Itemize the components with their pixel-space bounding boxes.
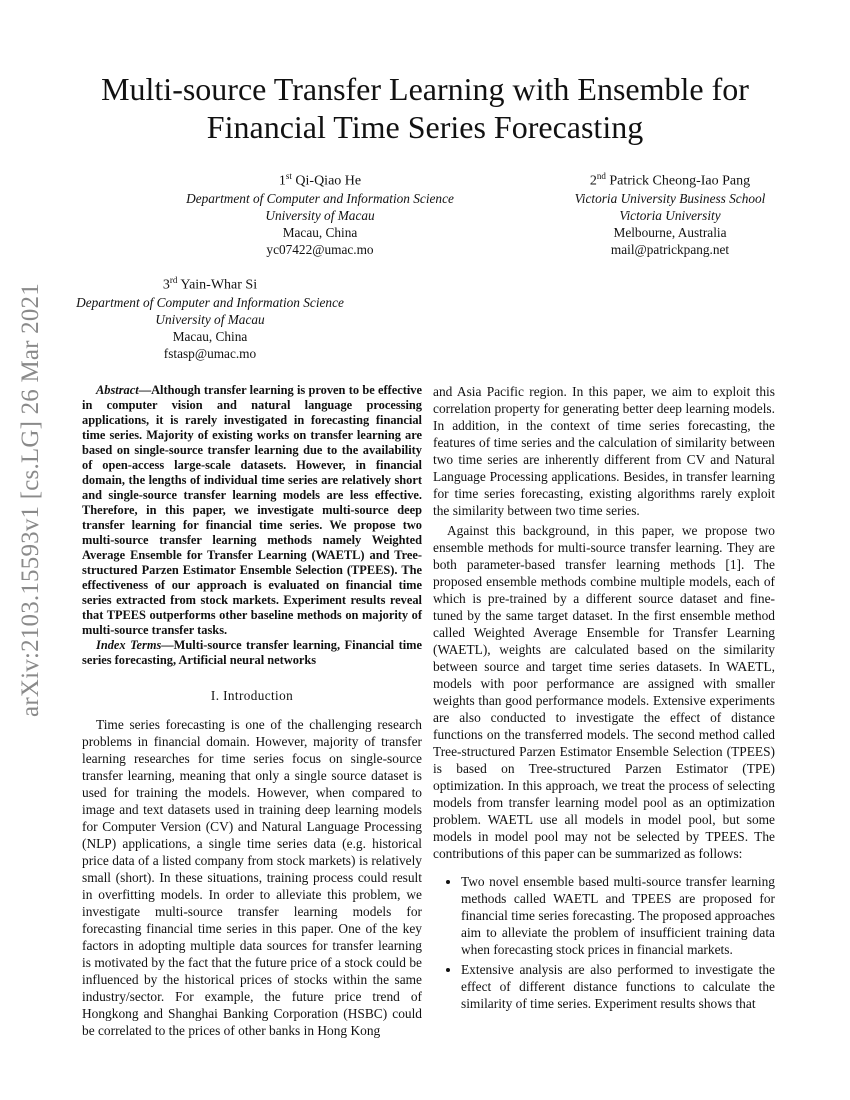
author-location: Melbourne, Australia <box>613 224 727 240</box>
author-email: fstasp@umac.mo <box>163 345 257 361</box>
contributions-list <box>433 873 775 1012</box>
title-line-2: Financial Time Series Forecasting <box>206 109 644 145</box>
arxiv-stamp-text: arXiv:2103.15593v1 [cs.LG] 26 Mar 2021 <box>17 283 44 717</box>
author-name: Patrick Cheong-Iao Pang <box>609 173 751 189</box>
author-ordinal-suffix: rd <box>169 275 178 285</box>
author-email: yc07422@umac.mo <box>266 241 374 257</box>
title-line-1: Multi-source Transfer Learning with Ensemble for <box>101 71 749 107</box>
paper-title <box>60 70 790 146</box>
intro-paragraph-2: Against this background, in this paper, we propose two ensemble methods for multi-source transfer learning. They are both parameter-based transfer learning methods [1]. The proposed ensemble methods combine multiple models, each of which is pre-trained by a different source dataset and fine-tuned by the same target dataset. In the first ensemble method called Weighted Average Ensemble for Transfer Learning (WAETL), weights are calculated based on the similarity between source and target time series datasets. In WAETL, models with poor performance are assigned with smaller weights than good performance models. Extensive experiments are also conducted to investigate the effect of distance functions on the transferred models. The second method called Tree-structured Parzen Estimator Ensemble Selection (TPEES) is based on Tree-structured Parzen Estimator (TPE) optimization. In this approach, we treat the process of selecting models from transfer learning model pool as an optimization problem. WAETL use all models in model pool, but some models in model pool may not be selected by TPEES. The contributions of this paper can be summarized as follows: <box>433 523 775 861</box>
list-item: • Two novel ensemble based multi-source transfer learning methods called WAETL and TPEES are proposed for financial time series forecasting. The proposed approaches aim to alleviate the problem of insufficient training data when forecasting stock prices in financial markets. <box>461 873 775 958</box>
abstract-label: Abstract <box>96 383 139 397</box>
intro-paragraph-1: Time series forecasting is one of the challenging research problems in financial domain. However, majority of transfer learning researches for time series focus on single-source transfer learning, meaning that only a single source dataset is used for training the models. However, when compared to image and text datasets used in training deep learning models for Computer Version (CV) and Natural Language Processing (NLP) applications, a single time series data (e.g. historical price data of a listed company from stock markets) is relatively small (short). In these situations, training process could result in overfitting models. In order to alleviate this problem, we investigate multi-source transfer learning models for forecasting financial time series in this paper. One of the key factors in adopting multiple data sources for transfer learning is motivated by the fact that the future price of a stock could be influenced by the historical prices of stocks within the same industry/sector. For example, the future price trend of Hongkong and Shanghai Banking Corporation (HSBC) could be correlated to the prices of other banks in Hong Kong <box>82 717 422 1038</box>
author-block-2 <box>525 168 815 258</box>
author-name: Yain-Whar Si <box>180 277 258 293</box>
right-column <box>433 383 775 1015</box>
intro-paragraph-1-continued: and Asia Pacific region. In this paper, we aim to exploit this correlation property for generating better deep learning models. In addition, in the context of time series forecasting, the features of time series and the calculation of similarity between two time series are inherently different from CV and Natural Language Processing applications. Besides, in transfer learning for time series forecasting, existing algorithms rarely exploit the similarity between two time series. <box>433 384 775 518</box>
author-block-3 <box>50 272 370 362</box>
author-department: Victoria University Business School <box>574 190 766 206</box>
author-ordinal-suffix: st <box>285 171 292 181</box>
author-institution: University of Macau <box>265 207 375 223</box>
author-ordinal-suffix: nd <box>596 171 606 181</box>
author-institution: University of Macau <box>155 311 265 327</box>
index-terms-label: Index Terms <box>96 638 162 652</box>
left-column <box>82 383 422 1039</box>
author-name: Qi-Qiao He <box>295 173 362 189</box>
index-terms-text: —Multi-source transfer learning, Financial time series forecasting, Artificial neural networks <box>82 638 422 667</box>
author-location: Macau, China <box>172 328 248 344</box>
author-ordinal: 2 <box>589 173 597 189</box>
author-ordinal: 1 <box>278 173 286 189</box>
index-terms <box>82 638 422 668</box>
list-item: • Extensive analysis are also performed to investigate the effect of different distance functions to calculate the similarity of time series. Experiment results shows that <box>461 961 775 1012</box>
abstract-text: —Although transfer learning is proven to be effective in computer vision and natural language processing applications, it is rarely investigated in forecasting financial time series. Majority of existing works on transfer learning are based on single-source transfer learning due to the availability of open-access large-scale datasets. However, in financial domain, the lengths of individual time series are relatively short and single-source transfer learning models are less effective. Therefore, in this paper, we investigate multi-source deep transfer learning for financial time series. We propose two multi-source transfer learning methods namely Weighted Average Ensemble for Transfer Learning (WAETL) and Tree-structured Parzen Estimator Ensemble Selection (TPEES). The effectiveness of our approach is evaluated on financial time series extracted from stock markets. Experiment results reveal that TPEES outperforms other baseline methods on majority of multi-source transfer tasks. <box>82 383 422 637</box>
author-ordinal: 3 <box>162 277 170 293</box>
author-department: Department of Computer and Information Science <box>76 294 344 310</box>
author-department: Department of Computer and Information Science <box>186 190 454 206</box>
section-heading: I. Introduction <box>210 688 294 703</box>
author-location: Macau, China <box>282 224 358 240</box>
abstract <box>82 383 422 638</box>
author-institution: Victoria University <box>619 207 721 223</box>
author-block-1 <box>160 168 480 258</box>
author-email: mail@patrickpang.net <box>610 241 730 257</box>
